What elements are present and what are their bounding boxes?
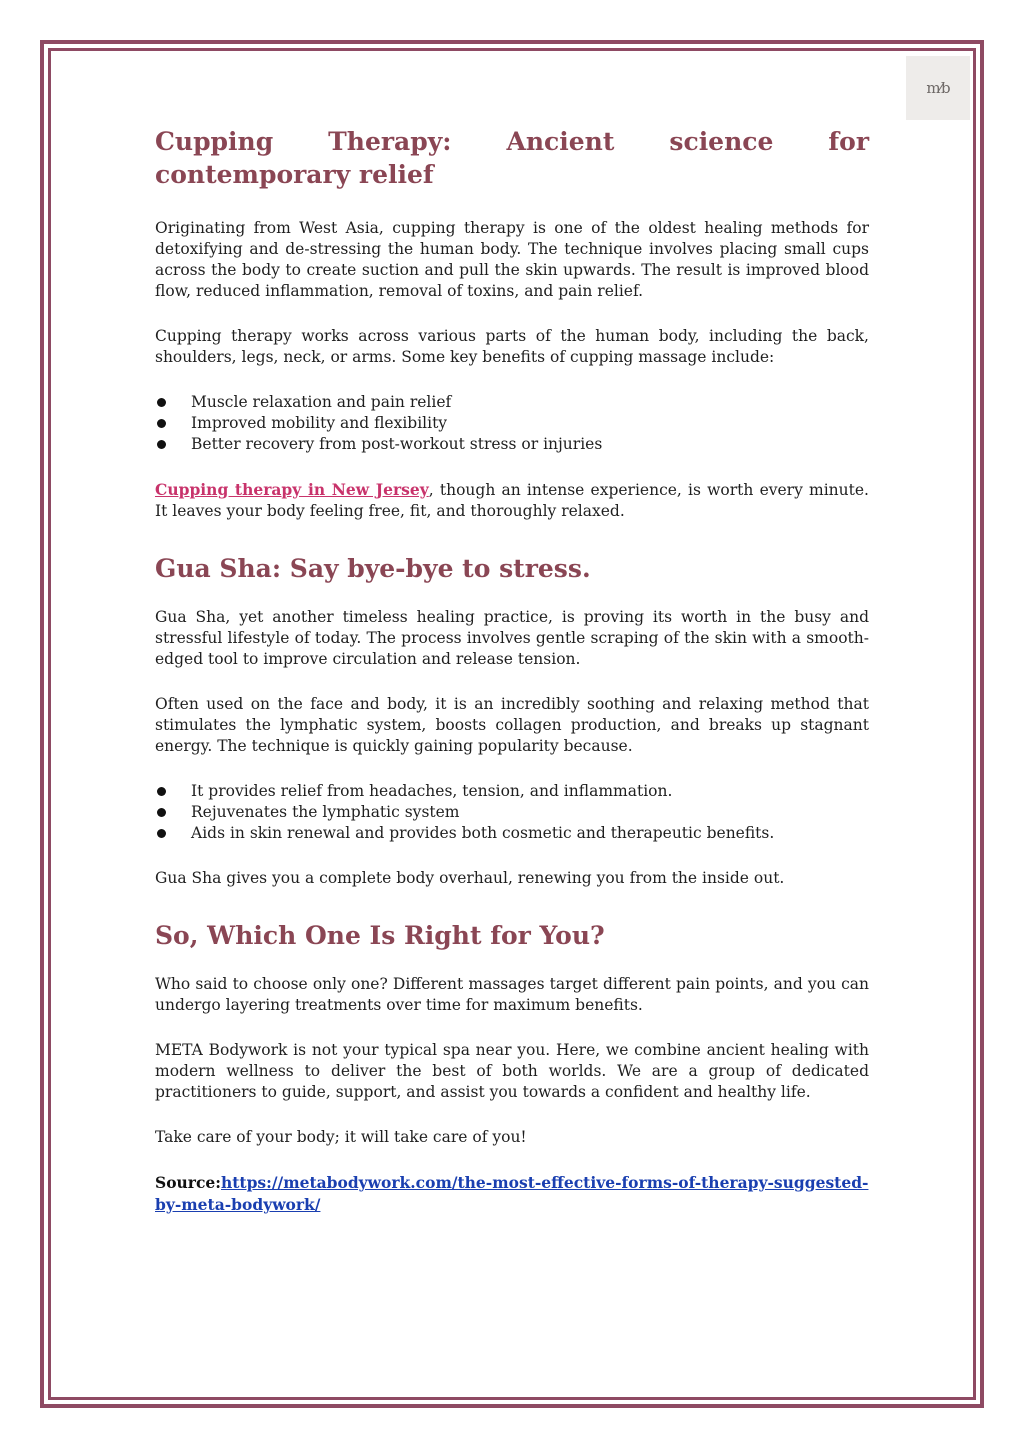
list-item: It provides relief from headaches, tension, and inflammation. [155, 781, 869, 802]
brand-logo [906, 56, 970, 120]
bullet-icon [157, 398, 166, 407]
cupping-nj-link[interactable]: Cupping therapy in New Jersey [155, 480, 429, 499]
article-title: Cupping Therapy: Ancient science for contemporary relief [155, 127, 869, 189]
source-line [155, 1172, 869, 1216]
list-item: Better recovery from post-workout stress or injuries [155, 434, 869, 455]
guasha-paragraph-3: Gua Sha gives you a complete body overhaul, renewing you from the inside out. [155, 869, 785, 887]
brand-logo-text: m⁄b [926, 79, 950, 97]
list-item: Rejuvenates the lymphatic system [155, 802, 869, 823]
source-label: Source: [155, 1173, 221, 1192]
which-paragraph-3: Take care of your body; it will take care of you! [155, 1128, 527, 1146]
list-item: Improved mobility and flexibility [155, 413, 869, 434]
guasha-heading: Gua Sha: Say bye-bye to stress. [155, 554, 591, 583]
list-item: Aids in skin renewal and provides both cosmetic and therapeutic benefits. [155, 823, 869, 844]
bullet-icon [157, 808, 166, 817]
bullet-icon [157, 787, 166, 796]
list-item: Muscle relaxation and pain relief [155, 392, 869, 413]
cupping-benefits-list [155, 392, 869, 455]
cupping-paragraph-3: Cupping therapy in New Jersey, though an intense experience, is worth every minute. It leaves your body feeling free, fit, and thoroughly relaxed. [155, 480, 869, 520]
which-paragraph-1: Who said to choose only one? Different massages target different pain points, and you can undergo layering treatments over time for maximum benefits. [155, 975, 869, 1014]
guasha-paragraph-1: Gua Sha, yet another timeless healing practice, is proving its worth in the busy and stressful lifestyle of today. The process involves gentle scraping of the skin with a smooth-edged tool to improve circulation and release tension. [155, 608, 869, 668]
source-link[interactable]: https://metabodywork.com/the-most-effective-forms-of-therapy-suggested-by-meta-bodywork/ [155, 1173, 869, 1214]
cupping-paragraph-1: Originating from West Asia, cupping therapy is one of the oldest healing methods for detoxifying and de-stressing the human body. The technique involves placing small cups across the body to create suction and pull the skin upwards. The result is improved blood flow, reduced inflammation, removal of toxins, and pain relief. [155, 219, 869, 300]
bullet-icon [157, 419, 166, 428]
which-paragraph-2: META Bodywork is not your typical spa near you. Here, we combine ancient healing with modern wellness to deliver the best of both worlds. We are a group of dedicated practitioners to guide, support, and assist you towards a confident and healthy life. [155, 1041, 869, 1101]
guasha-paragraph-2: Often used on the face and body, it is an incredibly soothing and relaxing method that stimulates the lymphatic system, boosts collagen production, and breaks up stagnant energy. The technique is quickly gaining popularity because. [155, 695, 869, 755]
bullet-icon [157, 829, 166, 838]
which-heading: So, Which One Is Right for You? [155, 921, 605, 950]
guasha-benefits-list [155, 781, 869, 844]
article-body [155, 120, 869, 1216]
bullet-icon [157, 440, 166, 449]
cupping-paragraph-2: Cupping therapy works across various parts of the human body, including the back, shoulders, legs, neck, or arms. Some key benefits of cupping massage include: [155, 327, 869, 366]
